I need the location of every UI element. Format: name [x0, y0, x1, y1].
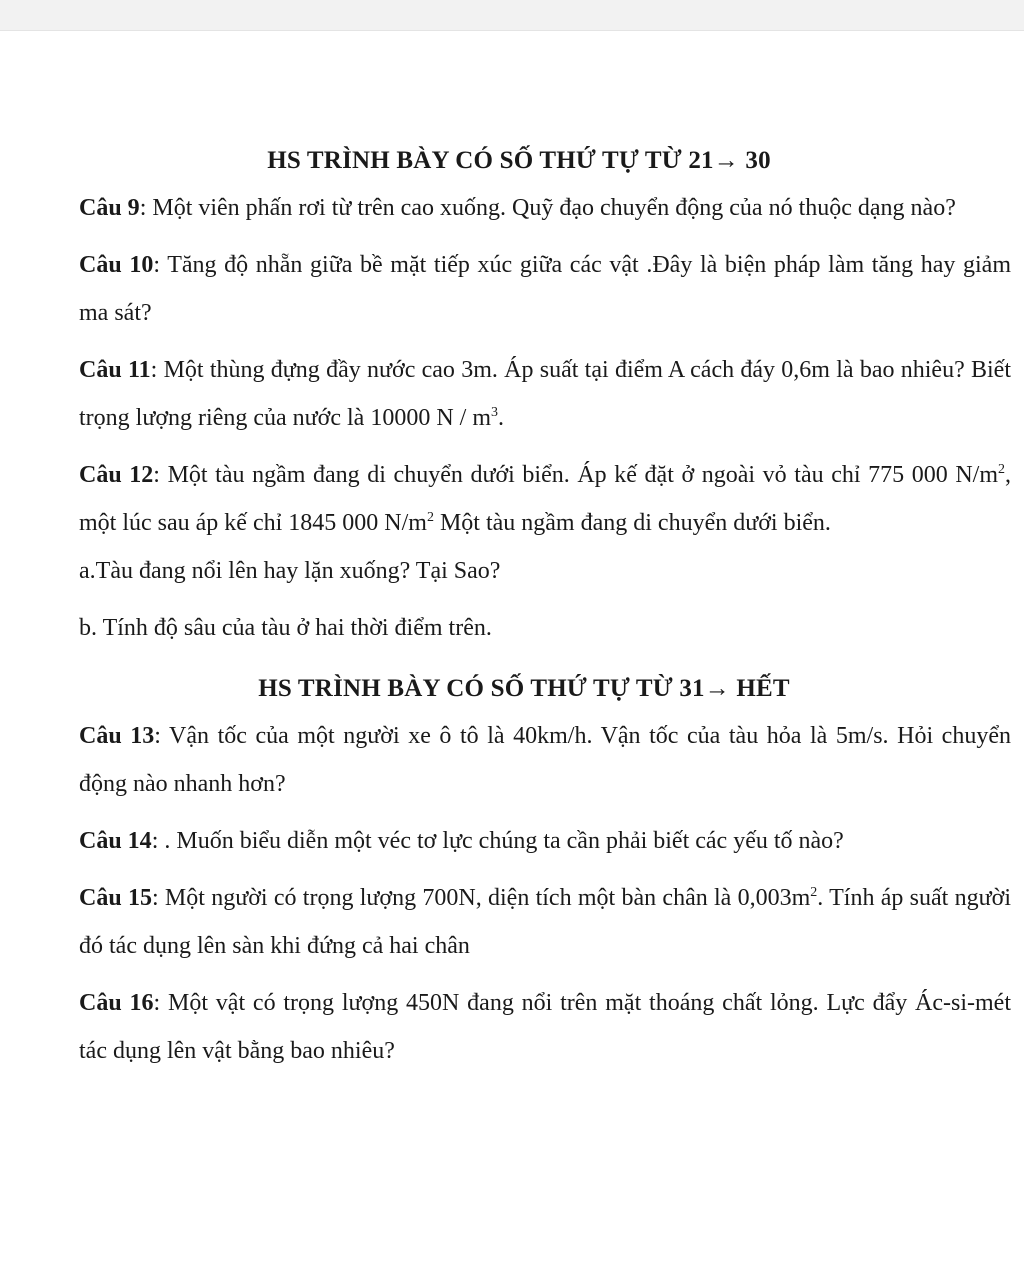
question-11-label: Câu 11 — [79, 357, 151, 383]
question-16-text: : Một vật có trọng lượng 450N đang nổi trên mặt thoáng chất lỏng. Lực đẩy Ác-si-mét tác dụng lên vật bằng bao nhiêu? — [79, 990, 1011, 1064]
question-12-label: Câu 12 — [79, 462, 154, 488]
question-16-label: Câu 16 — [79, 990, 154, 1016]
section-heading-21-30: HS TRÌNH BÀY CÓ SỐ THỨ TỰ TỪ 21→ 30 — [267, 147, 771, 174]
question-12-text-1: : Một tàu ngầm đang di chuyển dưới biển. Áp kế đặt ở ngoài vỏ tàu chỉ 775 000 N/m — [153, 462, 998, 488]
question-12-exponent-1: 2 — [998, 462, 1005, 477]
document-page — [79, 138, 1011, 1084]
question-15 — [79, 874, 1011, 970]
question-10 — [79, 241, 1011, 337]
question-15-end: . Tính áp suất người đó tác dụng lên sàn khi đứng cả hai chân — [79, 885, 1011, 959]
question-13-text: : Vận tốc của một người xe ô tô là 40km/h. Vận tốc của tàu hỏa là 5m/s. Hỏi chuyển động nào nhanh hơn? — [79, 723, 1011, 797]
question-9-text: : Một viên phấn rơi từ trên cao xuống. Quỹ đạo chuyển động của nó thuộc dạng nào? — [139, 195, 956, 221]
question-11-text: : Một thùng đựng đầy nước cao 3m. Áp suất tại điểm A cách đáy 0,6m là bao nhiêu? Biết trọng lượng riêng của nước là 10000 N / m — [79, 357, 1012, 431]
question-12-part-b: b. Tính độ sâu của tàu ở hai thời điểm trên. — [79, 615, 492, 641]
question-12 — [79, 451, 1011, 595]
question-14-text: : . Muốn biểu diễn một véc tơ lực chúng ta cần phải biết các yếu tố nào? — [151, 828, 844, 854]
question-15-exponent: 2 — [810, 885, 818, 900]
question-11 — [79, 346, 1011, 442]
question-16 — [79, 979, 1011, 1075]
question-12-text-3: Một tàu ngầm đang di chuyển dưới biển. — [433, 510, 831, 536]
question-12-part-a: a.Tàu đang nổi lên hay lặn xuống? Tại Sao? — [79, 558, 501, 584]
question-10-text: : Tăng độ nhẵn giữa bề mặt tiếp xúc giữa các vật .Đây là biện pháp làm tăng hay giảm ma sát? — [79, 252, 1012, 326]
question-14 — [79, 817, 1011, 865]
question-9 — [79, 184, 1011, 232]
question-12-exponent-2: 2 — [426, 510, 434, 525]
question-14-label: Câu 14 — [79, 828, 152, 854]
question-13-label: Câu 13 — [79, 723, 155, 749]
section-heading-31-end: HS TRÌNH BÀY CÓ SỐ THỨ TỰ TỪ 31→ HẾT — [258, 675, 790, 702]
question-9-label: Câu 9 — [79, 195, 140, 221]
question-15-label: Câu 15 — [79, 885, 152, 911]
question-12-text-2: , một lúc sau áp kế chỉ 1845 000 N/m — [79, 462, 1011, 536]
question-15-text: : Một người có trọng lượng 700N, diện tích một bàn chân là 0,003m — [151, 885, 811, 911]
browser-top-bar — [0, 0, 1024, 31]
question-10-label: Câu 10 — [79, 252, 154, 278]
question-13 — [79, 712, 1011, 808]
question-11-end: . — [497, 405, 504, 431]
question-11-exponent: 3 — [490, 405, 498, 420]
